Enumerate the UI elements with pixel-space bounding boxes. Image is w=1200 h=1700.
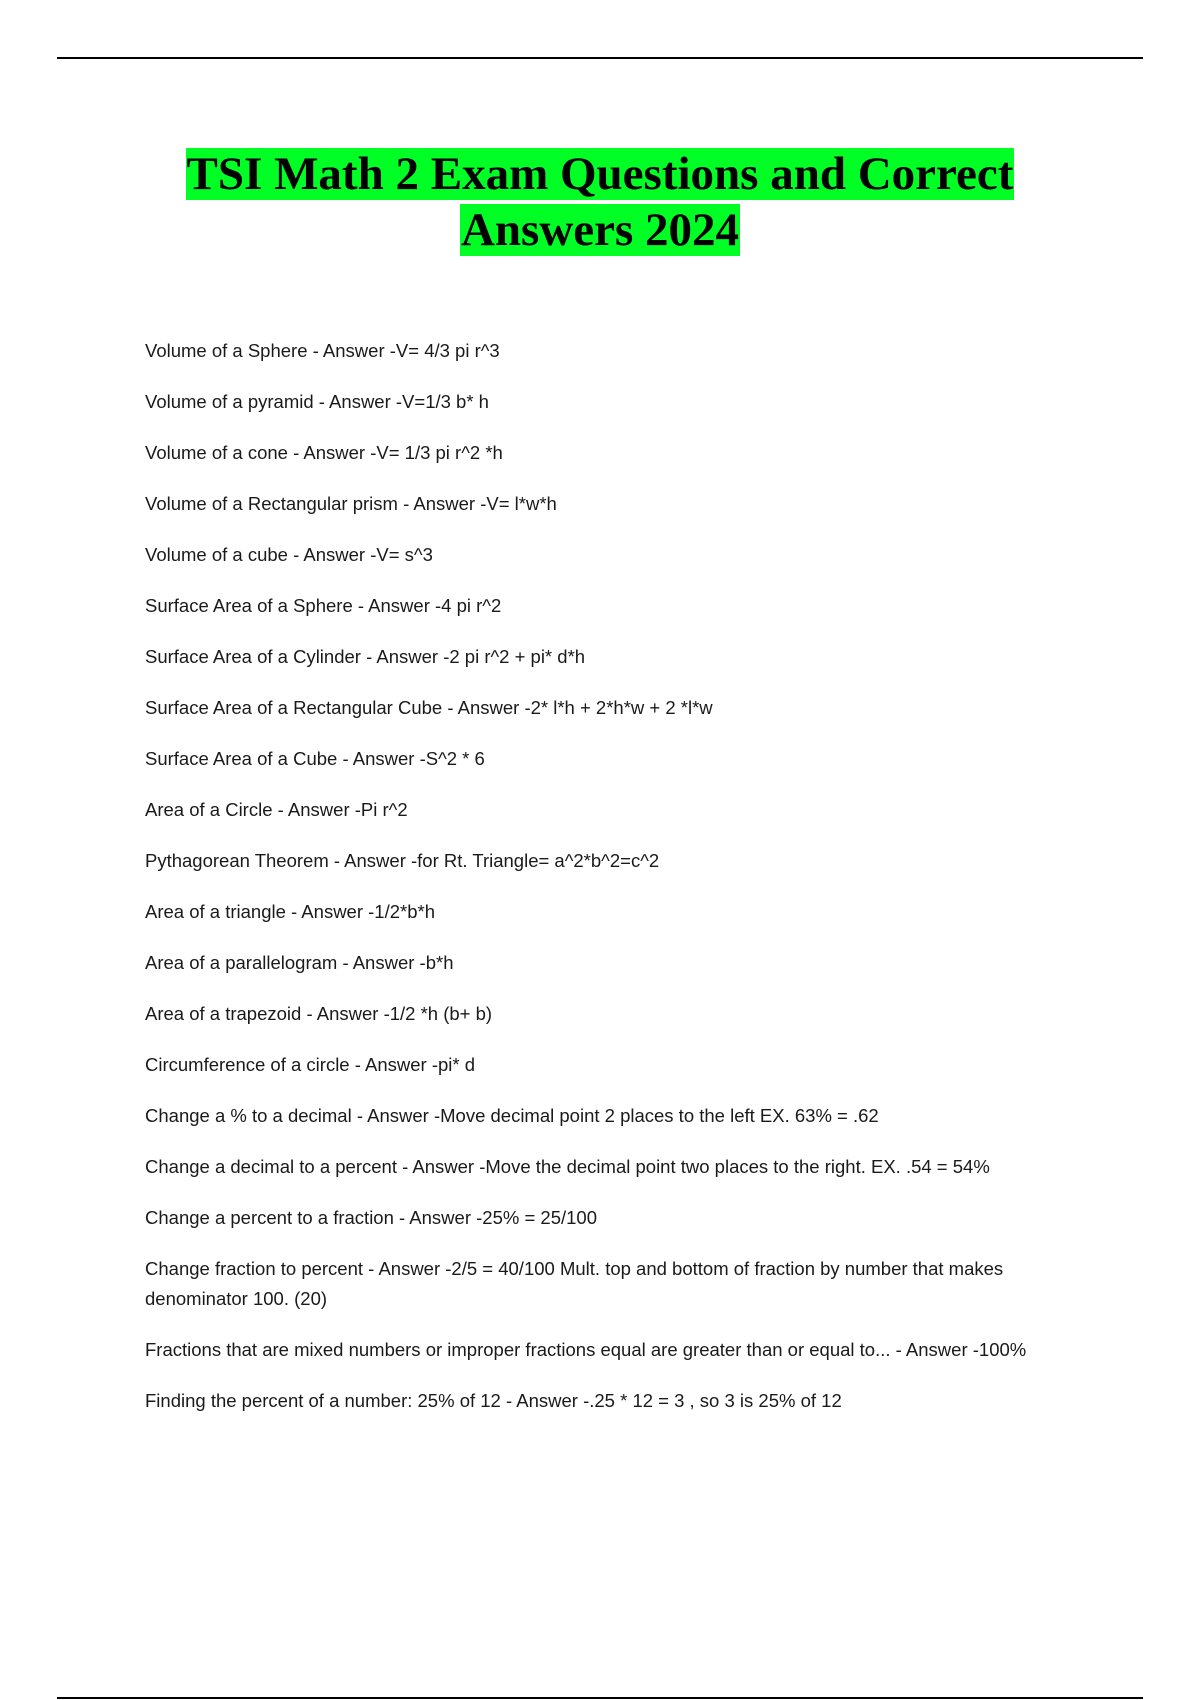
qa-item: Volume of a Sphere - Answer -V= 4/3 pi r^3: [145, 340, 500, 361]
bottom-rule: [57, 1697, 1143, 1699]
qa-item: Volume of a pyramid - Answer -V=1/3 b* h: [145, 391, 489, 412]
qa-item: Volume of a Rectangular prism - Answer -V= l*w*h: [145, 493, 557, 514]
qa-item: Volume of a cone - Answer -V= 1/3 pi r^2 *h: [145, 442, 503, 463]
qa-item: Area of a trapezoid - Answer -1/2 *h (b+ b): [145, 1003, 493, 1024]
qa-item: Change a % to a decimal - Answer -Move decimal point 2 places to the left EX. 63% = .62: [145, 1105, 879, 1126]
qa-item: Surface Area of a Cylinder - Answer -2 pi r^2 + pi* d*h: [145, 646, 586, 667]
qa-item: Surface Area of a Sphere - Answer -4 pi r^2: [145, 595, 502, 616]
qa-item: Surface Area of a Cube - Answer -S^2 * 6: [145, 748, 485, 769]
title-line-2: Answers 2024: [460, 204, 740, 256]
title-line-1: TSI Math 2 Exam Questions and Correct: [186, 148, 1014, 200]
qa-item: Change a percent to a fraction - Answer -25% = 25/100: [145, 1207, 597, 1228]
qa-item: Change fraction to percent - Answer -2/5 = 40/100 Mult. top and bottom of fraction by number that makes denominator 100. (20): [145, 1258, 1004, 1309]
top-rule: [57, 57, 1143, 59]
qa-item: Change a decimal to a percent - Answer -Move the decimal point two places to the right. EX. .54 = 54%: [145, 1156, 990, 1177]
qa-item: Finding the percent of a number: 25% of 12 - Answer -.25 * 12 = 3 , so 3 is 25% of 12: [145, 1390, 842, 1411]
title-heading: [0, 146, 1200, 258]
qa-item: Fractions that are mixed numbers or improper fractions equal are greater than or equal to... - Answer -100%: [145, 1339, 1027, 1360]
qa-item: Pythagorean Theorem - Answer -for Rt. Triangle= a^2*b^2=c^2: [145, 850, 660, 871]
document-title: [0, 146, 1200, 258]
qa-item: Area of a triangle - Answer -1/2*b*h: [145, 901, 435, 922]
qa-item: Circumference of a circle - Answer -pi* d: [145, 1054, 476, 1075]
qa-item: Volume of a cube - Answer -V= s^3: [145, 544, 433, 565]
qa-item: Area of a parallelogram - Answer -b*h: [145, 952, 454, 973]
qa-list: [145, 336, 1075, 1437]
qa-item: Area of a Circle - Answer -Pi r^2: [145, 799, 408, 820]
qa-item: Surface Area of a Rectangular Cube - Answer -2* l*h + 2*h*w + 2 *l*w: [145, 697, 713, 718]
